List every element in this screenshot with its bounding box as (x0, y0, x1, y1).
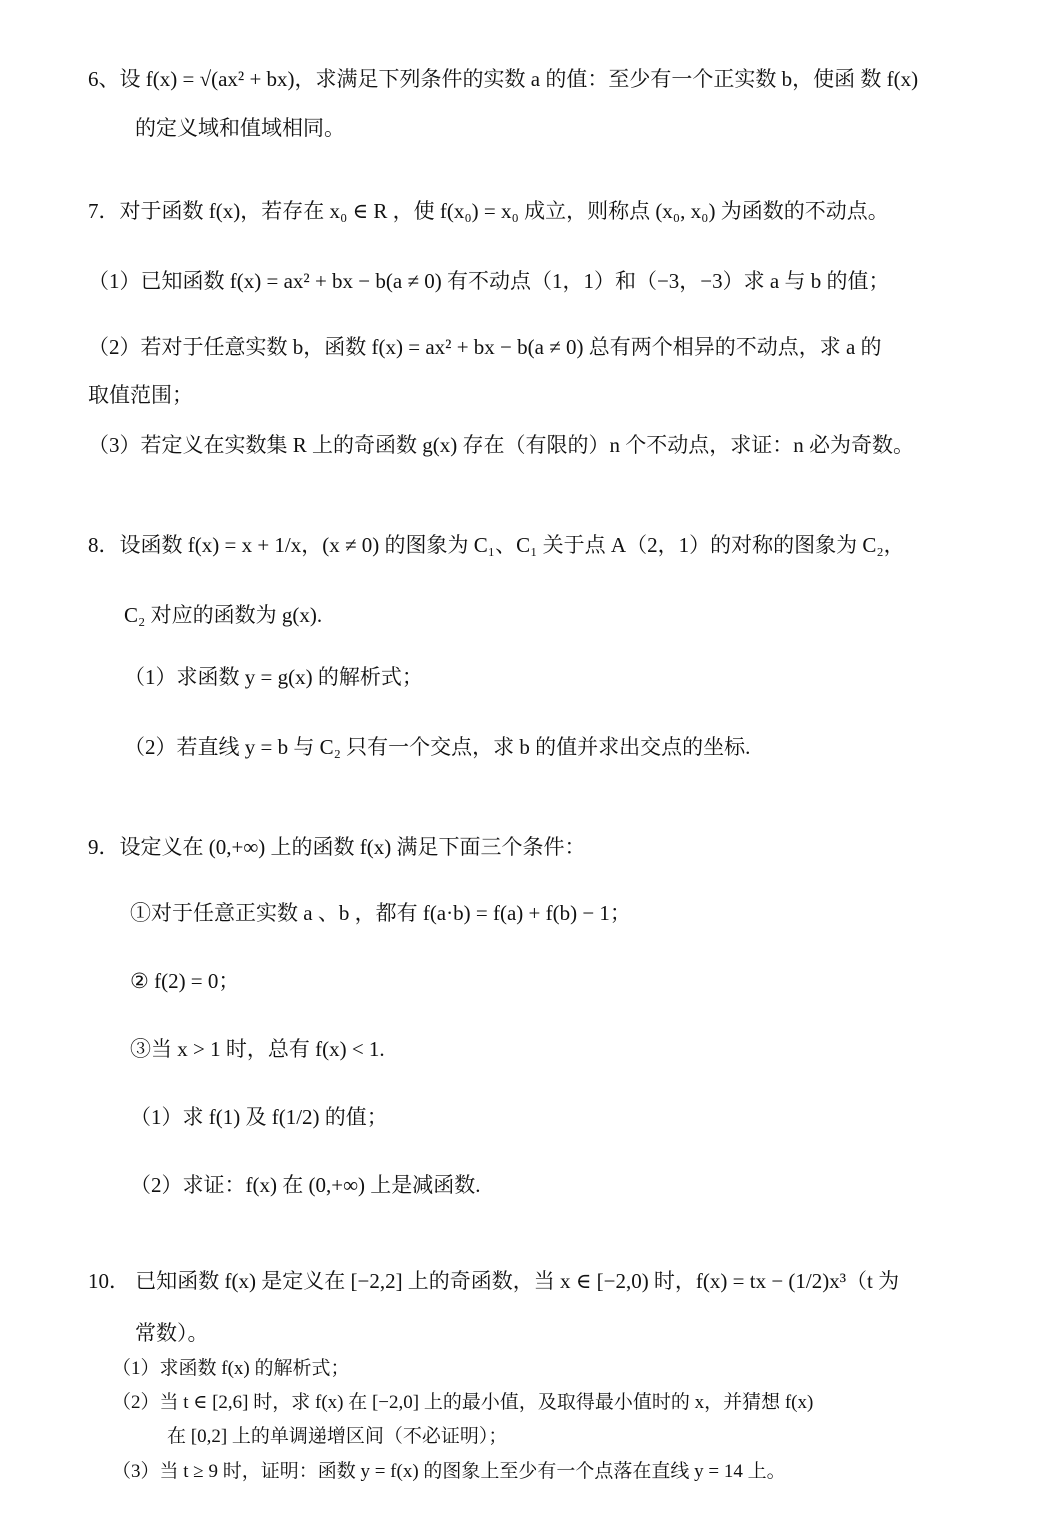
problem-8-q1: （1）求函数 y = g(x) 的解析式； (124, 665, 423, 689)
problem-7-q2-line1: （2）若对于任意实数 b，函数 f(x) = ax² + bx − b(a ≠ 0) 总有两个相异的不动点，求 a 的 (88, 335, 882, 359)
problem-9-condition-1: ①对于任意正实数 a 、b ，都有 f(a·b) = f(a) + f(b) − 1； (130, 901, 631, 925)
problem-9-condition-2: ② f(2) = 0； (130, 969, 240, 993)
problem-9-q2: （2）求证：f(x) 在 (0,+∞) 上是减函数. (130, 1173, 481, 1197)
problem-10-q3: （3）当 t ≥ 9 时，证明：函数 y = f(x) 的图象上至少有一个点落在直线 y = 14 上。 (112, 1461, 786, 1482)
problem-9-condition-3: ③当 x > 1 时，总有 f(x) < 1. (130, 1037, 385, 1061)
problem-10-intro-line2: 常数）。 (135, 1321, 209, 1345)
problem-7-q1: （1）已知函数 f(x) = ax² + bx − b(a ≠ 0) 有不动点（1，1）和（−3，−3）求 a 与 b 的值； (88, 269, 890, 293)
problem-8-intro-line1: 8．设函数 f(x) = x + 1/x，(x ≠ 0) 的图象为 C₁、C₁ 关于点 A（2，1）的对称的图象为 C₂， (88, 533, 905, 557)
problem-9-intro: 9．设定义在 (0,+∞) 上的函数 f(x) 满足下面三个条件： (88, 835, 586, 859)
problem-10-q1: （1）求函数 f(x) 的解析式； (112, 1358, 350, 1379)
problem-6-line1: 6、设 f(x) = √(ax² + bx)，求满足下列条件的实数 a 的值：至少有一个正实数 b，使函 数 f(x) (88, 67, 919, 91)
problem-10-intro-line1: 10． 已知函数 f(x) 是定义在 [−2,2] 上的奇函数，当 x ∈ [−2,0) 时，f(x) = tx − (1/2)x³（t 为 (88, 1269, 900, 1293)
problem-7-q3: （3）若定义在实数集 R 上的奇函数 g(x) 存在（有限的）n 个不动点，求证：n 必为奇数。 (88, 433, 914, 457)
problem-10-q2-line1: （2）当 t ∈ [2,6] 时，求 f(x) 在 [−2,0] 上的最小值，及取得最小值时的 x，并猜想 f(x) (112, 1392, 814, 1413)
problem-7-intro: 7．对于函数 f(x)，若存在 x₀ ∈ R ，使 f(x₀) = x₀ 成立，则称点 (x₀, x₀) 为函数的不动点。 (88, 199, 889, 223)
problem-7-q2-line2: 取值范围； (88, 383, 193, 407)
problem-8-q2: （2）若直线 y = b 与 C₂ 只有一个交点，求 b 的值并求出交点的坐标. (124, 735, 751, 759)
problem-10-q2-line2: 在 [0,2] 上的单调递增区间（不必证明）； (167, 1426, 508, 1447)
problem-6-line2: 的定义域和值域相同。 (135, 116, 345, 140)
problem-9-q1: （1）求 f(1) 及 f(1/2) 的值； (130, 1105, 388, 1129)
problem-8-intro-line2: C₂ 对应的函数为 g(x). (124, 603, 323, 627)
